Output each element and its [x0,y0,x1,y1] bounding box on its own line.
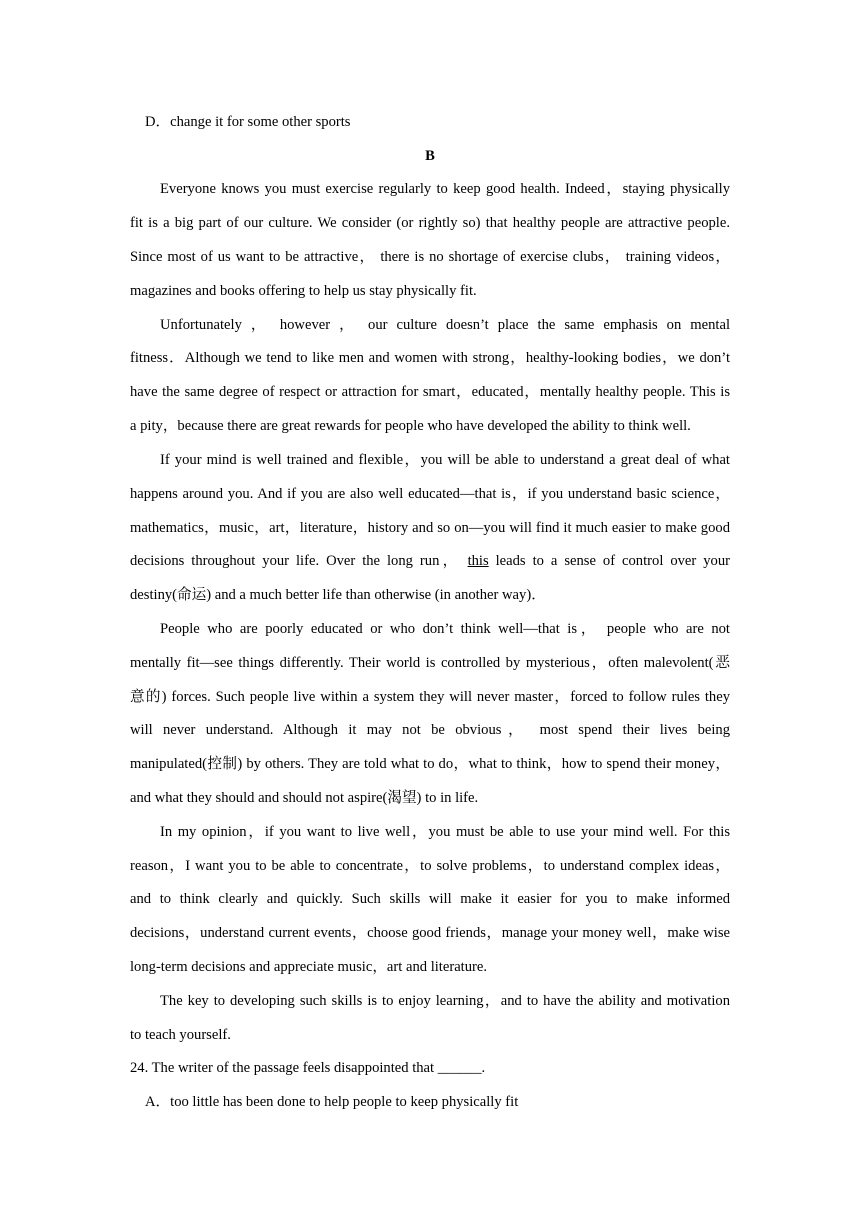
option-24a: A．too little has been done to help people to keep physically fit [145,1094,519,1110]
passage-line: manipulated(控制) by others. They are told what to do，what to think，how to spend their money， [130,756,730,772]
passage-line [130,551,730,571]
passage-line: Unfortunately ， however ， our culture doesn’t place the same emphasis on mental [160,317,730,333]
passage-line: Since most of us want to be attractive， there is no shortage of exercise clubs， training videos， [130,249,730,265]
passage-line: fit is a big part of our culture. We consider (or rightly so) that healthy people are attractive people. [130,215,730,231]
passage-line: In my opinion，if you want to live well，you must be able to use your mind well. For this [160,824,730,840]
passage-line: reason，I want you to be able to concentrate，to solve problems，to understand complex ideas， [130,858,730,874]
passage-line: 意的) forces. Such people live within a system they will never master，forced to follow rules they [130,689,730,705]
question-24: 24. The writer of the passage feels disappointed that ______. [130,1060,486,1076]
passage-line: fitness．Although we tend to like men and women with strong，healthy-looking bodies，we don’t [130,350,730,366]
passage-line: mentally fit—see things differently. Their world is controlled by mysterious，often malevolent(恶 [130,655,730,671]
passage-line: to teach yourself. [130,1027,231,1043]
passage-line: People who are poorly educated or who don’t think well—that is， people who are not [160,621,730,637]
passage-line: will never understand. Although it may not be obvious， most spend their lives being [130,722,730,738]
passage-line: The key to developing such skills is to enjoy learning，and to have the ability and motivation [160,993,730,1009]
underlined-word: this [467,553,489,569]
passage-line: a pity，because there are great rewards for people who have developed the ability to think well. [130,418,691,434]
passage-line: If your mind is well trained and flexible，you will be able to understand a great deal of what [160,452,730,468]
passage-line: happens around you. And if you are also well educated—that is，if you understand basic science， [130,486,730,502]
passage-line: mathematics，music，art，literature，history and so on—you will find it much easier to make good [130,520,730,536]
passage-text: leads to a sense of control over your [495,553,730,569]
passage-line: magazines and books offering to help us stay physically fit. [130,283,477,299]
passage-text: decisions throughout your life. Over the long run， [130,553,461,569]
passage-line: destiny(命运) and a much better life than otherwise (in another way)． [130,587,546,603]
passage-line: and what they should and should not aspire(渴望) to in life. [130,790,479,806]
passage-line: and to think clearly and quickly. Such skills will make it easier for you to make informed [130,891,730,907]
passage-line: long-term decisions and appreciate music，art and literature. [130,959,488,975]
passage-line: have the same degree of respect or attraction for smart，educated，mentally healthy people. This is [130,384,730,400]
passage-line: decisions，understand current events，choose good friends，manage your money well，make wise [130,925,730,941]
option-d: D．change it for some other sports [145,114,351,130]
passage-line: Everyone knows you must exercise regularly to keep good health. Indeed，staying physically [160,181,730,197]
section-heading: B [425,148,435,164]
